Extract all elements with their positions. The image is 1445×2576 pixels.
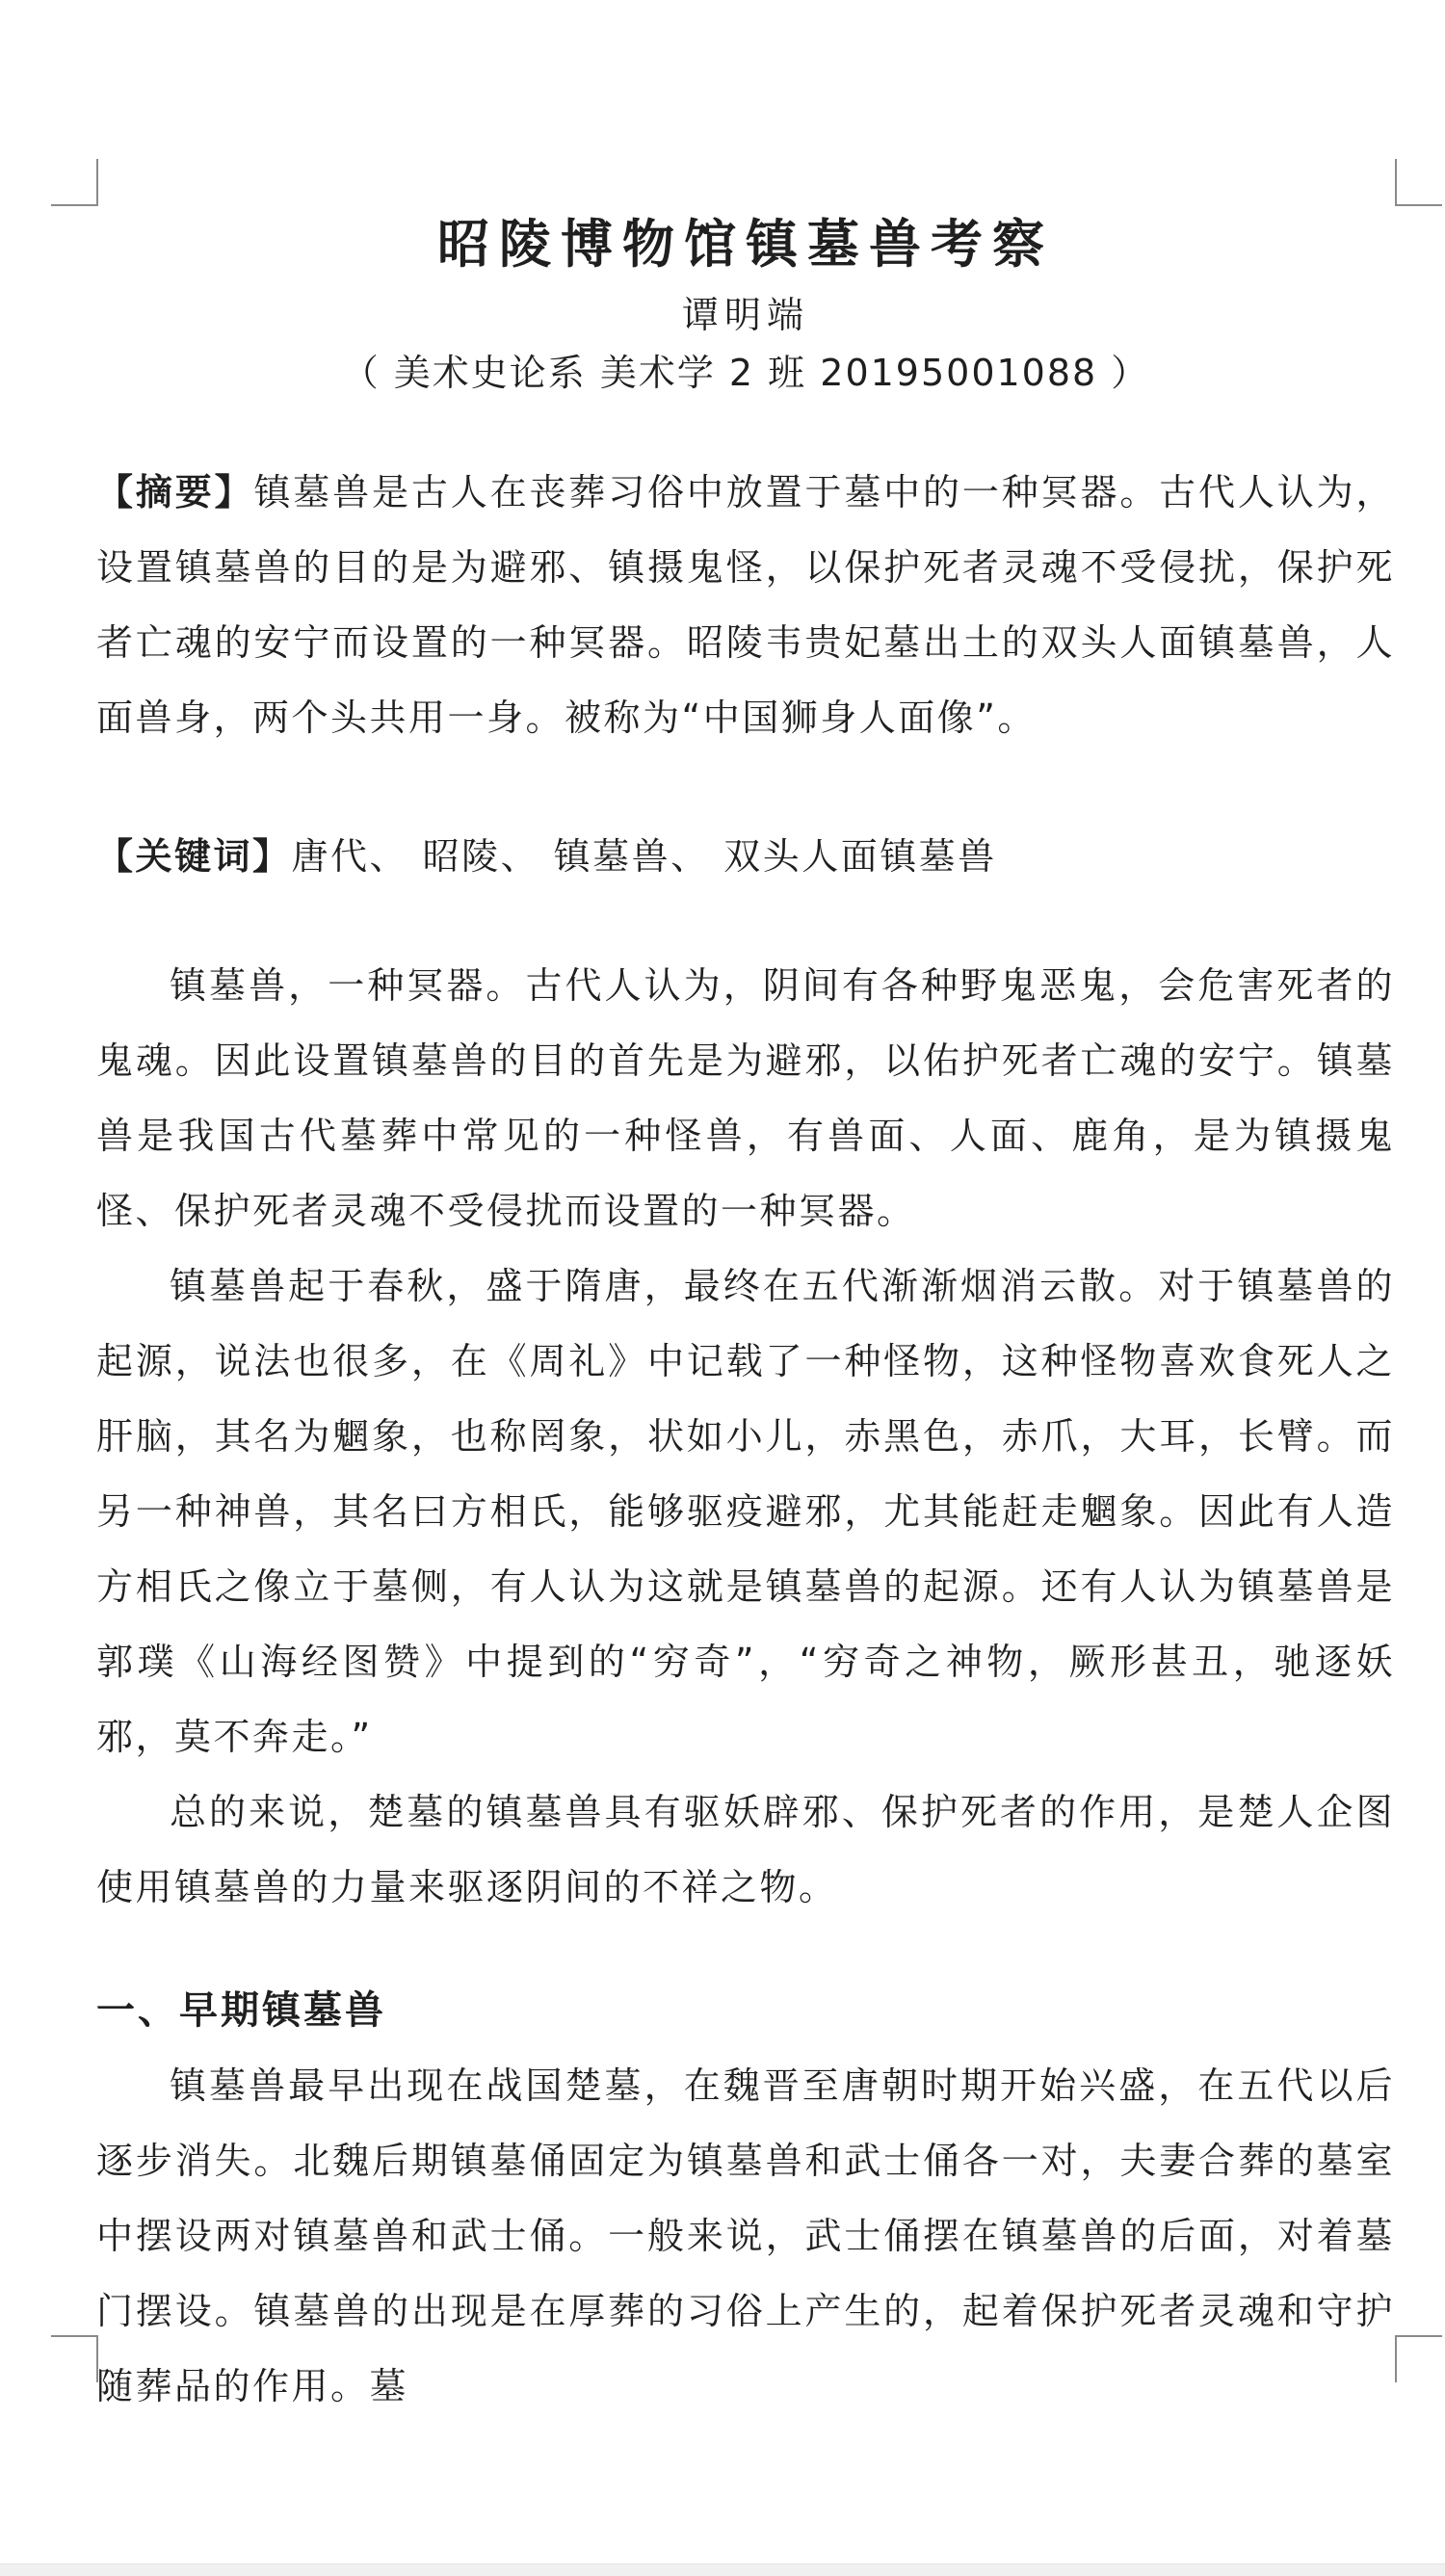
body-paragraph: 镇墓兽起于春秋，盛于隋唐，最终在五代渐渐烟消云散。对于镇墓兽的起源，说法也很多，在《周礼》中记载了一种怪物，这种怪物喜欢食死人之肝脑，其名为魍象，也称罔象，状如小儿，赤黑色，赤爪，大耳，长臂。而另一种神兽，其名曰方相氏，能够驱疫避邪，尤其能赶走魍象。因此有人造方相氏之像立于墓侧，有人认为这就是镇墓兽的起源。还有人认为镇墓兽是郭璞《山海经图赞》中提到的“穷奇”，“穷奇之神物，厥形甚丑，驰逐妖邪，莫不奔走。” — [96, 1265, 1395, 1758]
body-text — [96, 948, 1395, 2424]
body-paragraph: 镇墓兽最早出现在战国楚墓，在魏晋至唐朝时期开始兴盛，在五代以后逐步消失。北魏后期镇墓俑固定为镇墓兽和武士俑各一对，夫妻合葬的墓室中摆设两对镇墓兽和武士俑。一般来说，武士俑摆在镇墓兽的后面，对着墓门摆设。镇墓兽的出现是在厚葬的习俗上产生的，起着保护死者灵魂和守护随葬品的作用。墓 — [96, 2064, 1395, 2407]
keywords-label: 【关键词】 — [96, 835, 292, 878]
abstract-text: 镇墓兽是古人在丧葬习俗中放置于墓中的一种冥器。古代人认为，设置镇墓兽的目的是为避邪、镇摄鬼怪，以保护死者灵魂不受侵扰，保护死者亡魂的安宁而设置的一种冥器。昭陵韦贵妃墓出土的双头人面镇墓兽，人面兽身，两个头共用一身。被称为“中国狮身人面像”。 — [96, 471, 1395, 739]
body-paragraph: 总的来说，楚墓的镇墓兽具有驱妖辟邪、保护死者的作用，是楚人企图使用镇墓兽的力量来驱逐阴间的不祥之物。 — [96, 1791, 1395, 1908]
paper-title: 昭陵博物馆镇墓兽考察 — [437, 214, 1054, 275]
page-bottom-strip — [0, 2563, 1445, 2576]
abstract-label: 【摘要】 — [96, 471, 254, 513]
body-paragraph: 镇墓兽，一种冥器。古代人认为，阴间有各种野鬼恶鬼，会危害死者的鬼魂。因此设置镇墓兽的目的首先是为避邪，以佑护死者亡魂的安宁。镇墓兽是我国古代墓葬中常见的一种怪兽，有兽面、人面、鹿角，是为镇摄鬼怪、保护死者灵魂不受侵扰而设置的一种冥器。 — [96, 964, 1395, 1232]
abstract-paragraph — [96, 455, 1395, 755]
keywords-line — [96, 819, 1395, 894]
crop-mark-bottom-right — [1395, 2335, 1442, 2382]
crop-mark-bottom-left — [51, 2335, 98, 2382]
author-name: 谭明端 — [681, 294, 809, 336]
section-heading-early-tomb-beasts: 一、早期镇墓兽 — [96, 1988, 386, 2033]
keywords-text: 唐代、 昭陵、 镇墓兽、 双头人面镇墓兽 — [291, 835, 997, 878]
crop-mark-top-right — [1395, 159, 1442, 206]
page-content — [96, 0, 1395, 2424]
author-affiliation: （ 美术史论系 美术学 2 班 20195001088 ） — [341, 352, 1150, 394]
crop-mark-top-left — [51, 159, 98, 206]
